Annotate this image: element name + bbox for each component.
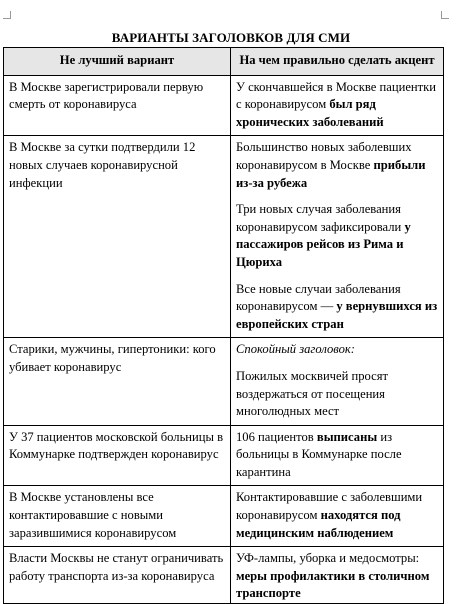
- table-header-row: [4, 48, 444, 76]
- page-corner-mark-right: [441, 11, 449, 19]
- document-title: ВАРИАНТЫ ЗАГОЛОВКОВ ДЛЯ СМИ: [111, 30, 351, 45]
- good-headline: 106 пациентов выписаны из больницы в Коммунарке после карантина: [236, 429, 402, 479]
- good-headline-cell: [231, 486, 444, 547]
- good-headline: Большинство новых заболевших коронавирусом в Москве прибыли из-за рубежа: [236, 140, 426, 190]
- good-headline: Три новых случая заболевания коронавирусом зафиксировали у пассажиров рейсов из Рима и Цюриха: [236, 202, 411, 269]
- table-row: [4, 425, 444, 486]
- column-header-bad: Не лучший вариант: [4, 48, 231, 76]
- good-headline: Контактировавшие с заболевшими коронавирусом находятся под медицинским наблюдением: [236, 490, 423, 540]
- bad-headline-cell: Старики, мужчины, гипертоники: кого убивает коронавирус: [4, 338, 231, 425]
- table-row: [4, 75, 444, 136]
- good-headline-cell: [231, 75, 444, 136]
- good-headline: УФ-лампы, уборка и медосмотры: меры профилактики в столичном транспорте: [236, 551, 430, 601]
- good-headline: Пожилых москвичей просят воздержаться от посещения многолюдных мест: [236, 368, 389, 419]
- good-headline-intro: Спокойный заголовок:: [236, 342, 355, 357]
- headlines-table: [3, 47, 444, 604]
- table-row: [4, 547, 444, 604]
- good-headline-cell: [231, 338, 444, 425]
- bad-headline-cell: У 37 пациентов московской больницы в Коммунарке подтвержден коронавирус: [4, 425, 231, 486]
- good-headline-cell: [231, 547, 444, 604]
- page-corner-mark-left: [3, 11, 11, 19]
- bad-headline-cell: В Москве зарегистрировали первую смерть от коронавируса: [4, 75, 231, 136]
- table-row: [4, 486, 444, 547]
- bad-headline-cell: В Москве за сутки подтвердили 12 новых случаев коронавирусной инфекции: [4, 136, 231, 338]
- bad-headline-cell: В Москве установлены все контактировавшие с новыми заразившимися коронавирусом: [4, 486, 231, 547]
- bad-headline-cell: Власти Москвы не станут ограничивать работу транспорта из-за коронавируса: [4, 547, 231, 604]
- good-headline-cell: [231, 425, 444, 486]
- good-headline-cell: [231, 136, 444, 338]
- table-row: [4, 338, 444, 425]
- column-header-good: На чем правильно сделать акцент: [231, 48, 444, 76]
- table-row: [4, 136, 444, 338]
- good-headline: У скончавшейся в Москве пациентки с коронавирусом был ряд хронических заболеваний: [236, 79, 437, 129]
- good-headline: Все новые случаи заболевания коронавирусом — у вернувшихся из европейских стран: [236, 281, 438, 331]
